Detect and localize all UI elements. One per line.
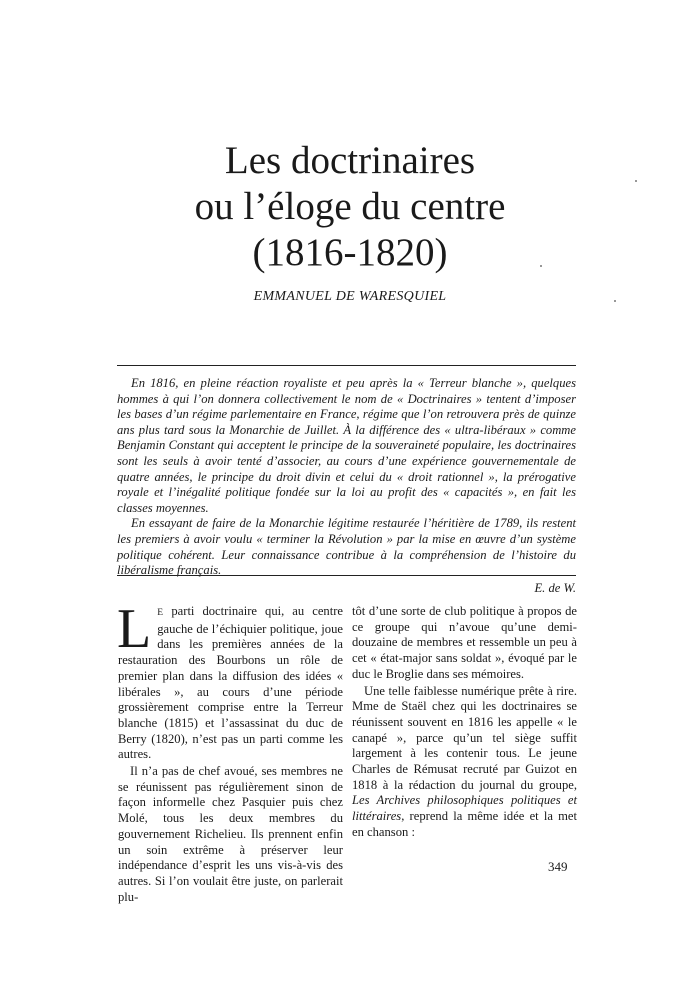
body-paragraph-3-end: , reprend la même idée et la met en chanson : xyxy=(352,809,577,839)
abstract-bottom-rule xyxy=(117,575,576,576)
abstract-paragraph-2: En essayant de faire de la Monarchie légitime restaurée l’héritière de 1789, ils restent les premiers à avoir voulu « terminer la Révolution » par la mise en œuvre d’un système politique cohérent. Leur connaissance contribue à la compréhension de l’histoire du libéralisme français. xyxy=(117,516,576,578)
body-paragraph-1-text: parti doctrinaire qui, au centre gauche de l’échiquier politique, joue dans les premières années de la restauration des Bourbons un rôle de premier plan dans la diffusion des idées « libérales », au cours d’une période grossièrement comprise entre la Terreur blanche (1815) et l’assassinat du duc de Berry (1820), n’est pas un parti comme les autres. xyxy=(118,604,343,762)
abstract-signature: E. de W. xyxy=(534,580,576,595)
abstract-paragraph-1: En 1816, en pleine réaction royaliste et peu après la « Terreur blanche », quelques hommes à qui l’on donnera collectivement le nom de « Doctrinaires » tentent d’imposer les bases d’un régime parlementaire en France, régime que l’on retrouvera près de quinze ans plus tard sous la Monarchie de Juillet. À la différence des « ultra-libéraux » comme Benjamin Constant qui acceptent le principe de la souveraineté populaire, les doctrinaires sont les seuls à avoir tenté d’associer, au cours d’une expérience gouvernementale de quatre années, le principe du droit divin et celui du « droit rationnel », la prérogative royale et l’inégalité politique fondée sur la loi au profit des « capacités », en fait les classes moyennes. xyxy=(117,376,576,515)
drop-cap: L xyxy=(117,598,152,660)
scan-speck xyxy=(635,180,637,182)
author-name: EMMANUEL DE WARESQUIEL xyxy=(253,289,447,304)
article-title xyxy=(120,138,580,276)
abstract xyxy=(117,376,576,596)
body-paragraph-continued: tôt d’une sorte de club politique à propos de ce groupe qui n’avoue qu’une demi-douzaine de membres et ressemble un peu à cet « état-major sans soldat », évoqué par le duc le Broglie dans ses mémoires. xyxy=(352,604,577,681)
title-line-3: (1816-1820) xyxy=(252,231,448,274)
page-number: 349 xyxy=(548,859,568,874)
scan-speck xyxy=(614,300,616,302)
body-paragraph-2: Il n’a pas de chef avoué, ses membres ne se réunissent pas régulièrement sinon de façon informelle chez Pasquier puis chez Molé, tous les deux membres du gouvernement Richelieu. Ils prennent enfin un soin extrême à préserver leur indépendance d’esprit les uns vis-à-vis des autres. Si l’on voulait être juste, on parlerait plu- xyxy=(118,764,343,904)
title-line-1: Les doctrinaires xyxy=(224,139,476,182)
body-paragraph-3 xyxy=(352,684,577,841)
small-cap: E xyxy=(157,608,164,618)
abstract-top-rule xyxy=(117,365,576,366)
body-paragraph-1 xyxy=(117,598,343,763)
scan-speck xyxy=(540,265,542,267)
body-paragraph-3-text: Une telle faiblesse numérique prête à rire. Mme de Staël chez qui les doctrinaires se réunissent souvent en 1816 les appelle « le canapé », parce qu’un tel siège suffit largement à les contenir tous. Le jeune Charles de Rémusat recruté par Guizot en 1818 à la rédaction du journal du groupe, xyxy=(352,683,577,792)
journal-title: Les Archives philosophiques politiques et littéraires xyxy=(352,793,577,824)
body-column-right xyxy=(352,604,577,841)
body-column-left xyxy=(117,598,343,905)
title-line-2: ou l’éloge du centre xyxy=(194,185,506,228)
